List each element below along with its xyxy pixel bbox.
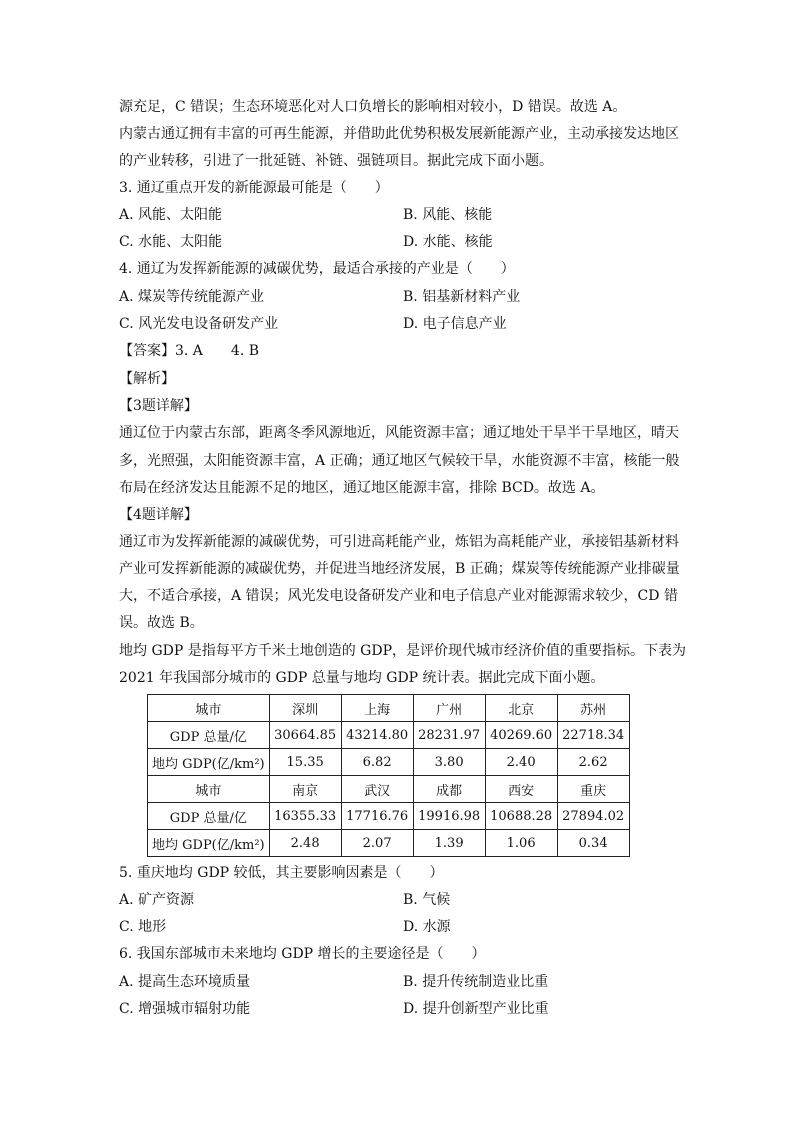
question-5-option-c: C. 地形 [119,919,167,935]
table-cell: 0.34 [557,830,629,857]
table-row [148,749,630,776]
question-4-option-d: D. 电子信息产业 [403,316,507,332]
text-line: 误。故选 B。 [119,615,204,631]
table-cell: GDP 总量/亿 [148,803,270,830]
text-line: 的产业转移，引进了一批延链、补链、强链项目。据此完成下面小题。 [119,153,553,169]
detail-4-heading: 【4题详解】 [119,507,198,523]
text-line: 多，光照强，太阳能资源丰富，A 正确；通辽地区气候较干旱，水能资源不丰富，核能一般 [119,453,680,469]
table-cell: 城市 [148,695,270,722]
gdp-table [147,694,630,857]
text-line: 大，不适合承接，A 错误；风光发电设备研发产业和电子信息产业对能源需求较少，CD 错 [119,588,678,604]
question-4-option-a: A. 煤炭等传统能源产业 [119,289,265,305]
text-line: 内蒙古通辽拥有丰富的可再生能源，并借助此优势积极发展新能源产业，主动承接发达地区 [119,126,679,142]
table-cell: 南京 [269,776,341,803]
table-cell: 西安 [485,776,557,803]
table-cell: 15.35 [269,749,341,776]
table-cell: 27894.02 [557,803,629,830]
table-cell: 2.48 [269,830,341,857]
table-cell: 2.40 [485,749,557,776]
table-cell: 广州 [413,695,485,722]
table-cell: 地均 GDP(亿/km²) [148,830,270,857]
table-cell: 30664.85 [269,722,341,749]
table-cell: 3.80 [413,749,485,776]
table-cell: 43214.80 [341,722,413,749]
text-line: 布局在经济发达且能源不足的地区，通辽地区能源丰富，排除 BCD。故选 A。 [119,480,605,496]
table-cell: 17716.76 [341,803,413,830]
text-line: 源充足，C 错误；生态环境恶化对人口负增长的影响相对较小，D 错误。故选 A。 [119,99,627,115]
question-5-stem: 5. 重庆地均 GDP 较低，其主要影响因素是（ ） [119,865,444,881]
table-cell: 北京 [485,695,557,722]
detail-3-heading: 【3题详解】 [119,398,198,414]
text-line: 2021 年我国部分城市的 GDP 总量与地均 GDP 统计表。据此完成下面小题。 [119,670,605,686]
table-cell: 22718.34 [557,722,629,749]
table-row [148,695,630,722]
table-cell: 40269.60 [485,722,557,749]
question-5-option-b: B. 气候 [403,892,451,908]
table-cell: 重庆 [557,776,629,803]
text-line: 地均 GDP 是指每平方千米土地创造的 GDP，是评价现代城市经济价值的重要指标。下表为 [119,643,687,659]
question-4-option-c: C. 风光发电设备研发产业 [119,316,279,332]
table-cell: 深圳 [269,695,341,722]
question-4-stem: 4. 通辽为发挥新能源的减碳优势，最适合承接的产业是（ ） [119,261,515,277]
table-cell: 19916.98 [413,803,485,830]
table-row [148,776,630,803]
table-row [148,722,630,749]
question-3-option-d: D. 水能、核能 [403,234,493,250]
question-3-stem: 3. 通辽重点开发的新能源最可能是（ ） [119,180,389,196]
table-cell: 武汉 [341,776,413,803]
question-3-option-c: C. 水能、太阳能 [119,234,223,250]
table-cell: 28231.97 [413,722,485,749]
table-cell: 2.07 [341,830,413,857]
table-cell: 10688.28 [485,803,557,830]
question-6-option-d: D. 提升创新型产业比重 [403,1001,549,1017]
table-cell: 2.62 [557,749,629,776]
question-5-option-a: A. 矿产资源 [119,892,195,908]
question-6-option-b: B. 提升传统制造业比重 [403,974,549,990]
question-3-option-a: A. 风能、太阳能 [119,207,223,223]
question-4-option-b: B. 铝基新材料产业 [403,289,521,305]
table-cell: 16355.33 [269,803,341,830]
question-6-option-a: A. 提高生态环境质量 [119,974,251,990]
text-line: 通辽位于内蒙古东部，距离冬季风源地近，风能资源丰富；通辽地处干旱半干旱地区，晴天 [119,425,679,441]
table-cell: GDP 总量/亿 [148,722,270,749]
table-cell: 6.82 [341,749,413,776]
table-row [148,830,630,857]
table-row [148,803,630,830]
table-cell: 1.06 [485,830,557,857]
question-6-option-c: C. 增强城市辐射功能 [119,1001,251,1017]
text-line: 产业可发挥新能源的减碳优势，并促进当地经济发展，B 正确；煤炭等传统能源产业排碳量 [119,561,680,577]
analysis-heading: 【解析】 [119,371,175,387]
text-line: 通辽市为发挥新能源的减碳优势，可引进高耗能产业，炼铝为高耗能产业，承接铝基新材料 [119,534,679,550]
question-3-option-b: B. 风能、核能 [403,207,493,223]
answer-line: 【答案】3. A 4. B [119,343,260,359]
question-6-stem: 6. 我国东部城市未来地均 GDP 增长的主要途径是（ ） [119,946,486,962]
table-cell: 成都 [413,776,485,803]
table-cell: 1.39 [413,830,485,857]
table-cell: 苏州 [557,695,629,722]
table-cell: 城市 [148,776,270,803]
question-5-option-d: D. 水源 [403,919,451,935]
table-cell: 上海 [341,695,413,722]
table-cell: 地均 GDP(亿/km²) [148,749,270,776]
